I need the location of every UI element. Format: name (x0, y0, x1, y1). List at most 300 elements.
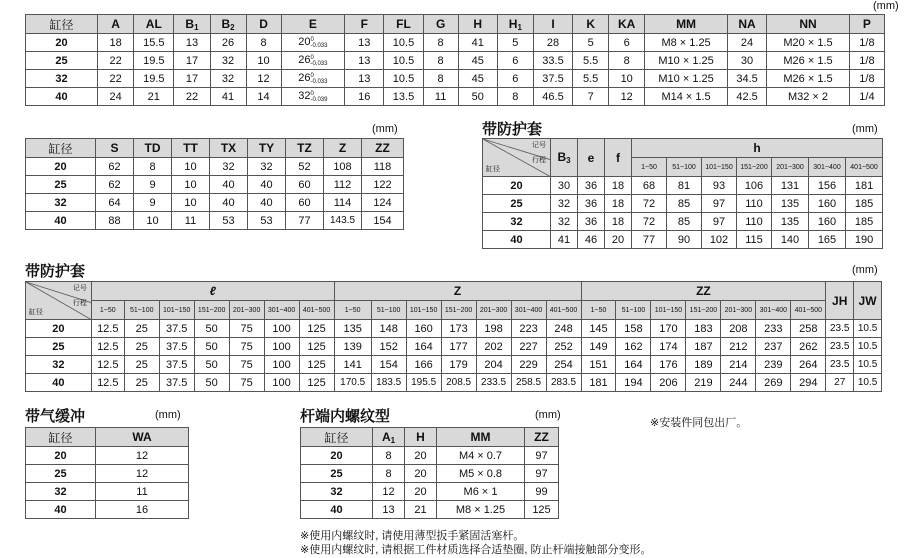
table-cell: 10 (134, 212, 172, 230)
column-group-header: ℓ (91, 282, 334, 301)
column-header: ZZ (525, 428, 559, 447)
table-cell: 13 (345, 70, 384, 88)
corner-cell (483, 139, 551, 177)
column-header: e (578, 139, 605, 177)
table-row (26, 176, 404, 194)
bore-size: 20 (26, 447, 96, 465)
table-row (26, 158, 404, 176)
table-cell: 195.5 (406, 374, 441, 392)
table-cell: 40 (210, 176, 248, 194)
table-row (301, 501, 559, 519)
table-cell: 1/8 (849, 52, 884, 70)
female-thread-table-title: 杆端内螺纹型 (300, 408, 391, 425)
stroke-range: 101~150 (159, 301, 194, 320)
column-header: I (533, 15, 572, 34)
table-cell: 229 (511, 356, 546, 374)
table-cell: 19.5 (134, 70, 174, 88)
boot-table-1-title: 带防护套 (482, 121, 543, 138)
table-row (26, 88, 885, 106)
table-cell: 164 (616, 356, 651, 374)
table-cell: 160 (809, 213, 846, 231)
table-row (483, 213, 883, 231)
table-cell: 30 (551, 177, 578, 195)
table-cell: M5 × 0.8 (437, 465, 525, 483)
table-cell: 156 (809, 177, 846, 195)
table-cell: 32 (551, 213, 578, 231)
table-cell: M8 × 1.25 (437, 501, 525, 519)
table-cell: 125 (299, 356, 334, 374)
bore-size: 40 (301, 501, 373, 519)
bore-size: 32 (26, 70, 98, 88)
table-cell (281, 52, 345, 70)
table-cell: 62 (96, 176, 134, 194)
tolerance-lower: -0.039 (310, 96, 328, 103)
table-cell: 11 (172, 212, 210, 230)
table-cell: 50 (194, 356, 229, 374)
table-cell: 10.5 (384, 52, 423, 70)
table-cell: 10.5 (854, 320, 882, 338)
header-subscript: 2 (230, 22, 235, 32)
stroke-range: 401~500 (791, 301, 826, 320)
header-subscript: 1 (390, 435, 396, 445)
table-cell: 20 (405, 465, 437, 483)
corner-label-mid: 行程 (72, 299, 87, 307)
stroke-range: 101~150 (651, 301, 686, 320)
header-row (483, 139, 883, 158)
table-row (26, 320, 882, 338)
table-cell: 11 (423, 88, 458, 106)
table-cell: 227 (511, 338, 546, 356)
stroke-range: 301~400 (756, 301, 791, 320)
table-cell: 269 (756, 374, 791, 392)
stroke-range: 51~100 (124, 301, 159, 320)
column-group-header: JH (826, 282, 854, 320)
table-cell: 37.5 (159, 320, 194, 338)
table-row (26, 374, 882, 392)
table-cell: 223 (511, 320, 546, 338)
table-cell: 21 (405, 501, 437, 519)
table-cell: 135 (772, 213, 809, 231)
unit-label-main: (mm) (873, 0, 899, 12)
column-header (551, 139, 578, 177)
column-header: H (458, 15, 497, 34)
column-header: D (246, 15, 281, 34)
table-cell: 106 (737, 177, 772, 195)
table-cell: 12 (373, 483, 405, 501)
column-group-header: JW (854, 282, 882, 320)
table-cell (281, 88, 345, 106)
table-row (26, 52, 885, 70)
stroke-range: 1~50 (91, 301, 124, 320)
table-cell: 18 (605, 195, 632, 213)
table-cell: 177 (441, 338, 476, 356)
bore-size: 32 (26, 356, 92, 374)
table-cell: 28 (533, 34, 572, 52)
table-row (26, 34, 885, 52)
table-cell: 97 (525, 465, 559, 483)
stroke-range: 401~500 (846, 158, 883, 177)
footnote-1: ※使用内螺纹时, 请使用薄型扳手紧固活塞杆。 (300, 530, 525, 542)
table-cell: 75 (229, 320, 264, 338)
stroke-range: 401~500 (299, 301, 334, 320)
table-cell: 100 (264, 338, 299, 356)
header-letter: B (221, 16, 231, 31)
table-cell: 34.5 (727, 70, 766, 88)
table-cell: 148 (371, 320, 406, 338)
table-cell: 77 (632, 231, 667, 249)
table-cell: 72 (632, 213, 667, 231)
column-header: H (405, 428, 437, 447)
table-cell: 294 (791, 374, 826, 392)
column-header: h (632, 139, 883, 158)
column-header: NN (767, 15, 850, 34)
table-cell: 18 (605, 177, 632, 195)
column-header: TX (210, 139, 248, 158)
table-row (26, 70, 885, 88)
table-row (483, 195, 883, 213)
unit-label-boot1: (mm) (852, 123, 878, 135)
table-cell: 112 (324, 176, 362, 194)
table-cell: 118 (362, 158, 404, 176)
table-cell: 22 (174, 88, 210, 106)
table-cell: 125 (525, 501, 559, 519)
table-cell: 37.5 (159, 356, 194, 374)
table-cell: 6 (497, 70, 533, 88)
table-cell: 13 (345, 34, 384, 52)
table-cell: 40 (248, 176, 286, 194)
side-note: ※安装件同包出厂。 (650, 417, 748, 429)
table-cell: 60 (286, 194, 324, 212)
table-cell: 10.5 (384, 70, 423, 88)
column-header: NA (727, 15, 766, 34)
table-cell: 37.5 (533, 70, 572, 88)
table-cell: 11 (96, 483, 189, 501)
bore-size: 40 (26, 88, 98, 106)
table-row (26, 194, 404, 212)
e-value: 20 (298, 36, 311, 49)
table-cell: 179 (441, 356, 476, 374)
column-header: 缸径 (26, 428, 96, 447)
table-cell: 219 (686, 374, 721, 392)
stroke-range: 151~200 (737, 158, 772, 177)
table-cell: 62 (96, 158, 134, 176)
table-cell: 202 (476, 338, 511, 356)
table-cell: M20 × 1.5 (767, 34, 850, 52)
e-tolerance (310, 55, 327, 67)
footnote-2: ※使用内螺纹时, 请根据工件材质选择合适垫圈, 防止杆端接触部分变形。 (300, 544, 652, 556)
table-cell: 17 (174, 70, 210, 88)
table-cell: 124 (362, 194, 404, 212)
table-cell: 18 (605, 213, 632, 231)
table-cell: 100 (264, 320, 299, 338)
table-cell: 85 (667, 195, 702, 213)
column-header: MM (645, 15, 728, 34)
table-cell: 75 (229, 374, 264, 392)
boot-table-2 (25, 281, 882, 392)
stroke-range: 201~300 (476, 301, 511, 320)
column-header: KA (609, 15, 645, 34)
table-cell: 233.5 (476, 374, 511, 392)
bore-size: 20 (26, 34, 98, 52)
table-cell: 50 (194, 338, 229, 356)
table-cell: 160 (406, 320, 441, 338)
table-cell: 131 (772, 177, 809, 195)
table-cell: 10 (609, 70, 645, 88)
table-cell: 40 (248, 194, 286, 212)
tolerance-upper: 0 (310, 90, 314, 97)
table-cell: 75 (229, 356, 264, 374)
column-header (210, 15, 246, 34)
table-cell: 25 (124, 338, 159, 356)
table-row (483, 177, 883, 195)
table-cell: 42.5 (727, 88, 766, 106)
column-group-header: Z (334, 282, 581, 301)
table-cell: 239 (756, 356, 791, 374)
table-cell: 190 (846, 231, 883, 249)
table-row (26, 483, 189, 501)
table-cell: 12.5 (91, 320, 124, 338)
e-value: 32 (298, 90, 311, 103)
table-cell: 18 (98, 34, 134, 52)
header-subscript: 1 (194, 22, 199, 32)
table-cell: M8 × 1.25 (645, 34, 728, 52)
table-cell: 12 (246, 70, 281, 88)
table-cell: 46 (578, 231, 605, 249)
table-cell: 22 (98, 52, 134, 70)
table-cell: 10 (246, 52, 281, 70)
stroke-range: 201~300 (721, 301, 756, 320)
table-cell: 21 (134, 88, 174, 106)
table-cell: 13 (345, 52, 384, 70)
stroke-range: 101~150 (406, 301, 441, 320)
corner-label-top: 记号 (72, 285, 87, 292)
table-cell: M10 × 1.25 (645, 70, 728, 88)
table-cell: M26 × 1.5 (767, 52, 850, 70)
unit-label-boot2: (mm) (852, 264, 878, 276)
column-header: A (98, 15, 134, 34)
table-cell: M6 × 1 (437, 483, 525, 501)
table-cell: 60 (286, 176, 324, 194)
table-cell: 10 (172, 158, 210, 176)
bore-size: 25 (301, 465, 373, 483)
bore-size: 25 (26, 176, 96, 194)
table-cell: 135 (334, 320, 371, 338)
table-cell: 8 (423, 34, 458, 52)
table-cell: 143.5 (324, 212, 362, 230)
table-cell: 100 (264, 374, 299, 392)
table-cell: 12 (96, 447, 189, 465)
stroke-range: 151~200 (194, 301, 229, 320)
table-cell: 140 (772, 231, 809, 249)
table-cell: 162 (616, 338, 651, 356)
stroke-range: 1~50 (581, 301, 616, 320)
table-cell: 5.5 (573, 52, 609, 70)
bore-size: 32 (301, 483, 373, 501)
table-cell: 46.5 (533, 88, 572, 106)
corner-label-mid: 行程 (532, 156, 546, 164)
cushion-table-title: 带气缓冲 (25, 408, 86, 425)
table-cell: 152 (371, 338, 406, 356)
table-cell: 8 (373, 447, 405, 465)
table-cell: 19.5 (134, 52, 174, 70)
table-cell: 33.5 (533, 52, 572, 70)
stroke-range: 51~100 (667, 158, 702, 177)
column-header: 缸径 (301, 428, 373, 447)
table-row (26, 465, 189, 483)
table-row (301, 465, 559, 483)
table-cell: M26 × 1.5 (767, 70, 850, 88)
table-cell: 181 (846, 177, 883, 195)
column-header: TD (134, 139, 172, 158)
table-cell: 173 (441, 320, 476, 338)
bore-size: 40 (483, 231, 551, 249)
table-cell: 32 (551, 195, 578, 213)
table-cell (281, 34, 345, 52)
bore-size: 40 (26, 501, 96, 519)
table-cell: 1/8 (849, 70, 884, 88)
table-cell: 97 (702, 213, 737, 231)
table-cell: 264 (791, 356, 826, 374)
tolerance-lower: -0.033 (310, 42, 328, 49)
column-header: WA (96, 428, 189, 447)
table-cell: 1/8 (849, 34, 884, 52)
table-cell: 13 (174, 34, 210, 52)
table-cell: 158 (616, 320, 651, 338)
header-letter: A (381, 429, 391, 444)
table-cell: 100 (264, 356, 299, 374)
table-row (26, 338, 882, 356)
table-cell: 8 (609, 52, 645, 70)
table-cell: 37.5 (159, 374, 194, 392)
column-header: K (573, 15, 609, 34)
table-row (26, 447, 189, 465)
table-cell: M10 × 1.25 (645, 52, 728, 70)
table-cell: 8 (497, 88, 533, 106)
column-header: E (281, 15, 345, 34)
table-cell: 25 (124, 374, 159, 392)
column-header: MM (437, 428, 525, 447)
bore-size: 25 (483, 195, 551, 213)
table-cell: 25 (124, 320, 159, 338)
column-header: f (605, 139, 632, 177)
column-header (497, 15, 533, 34)
table-cell: 12.5 (91, 356, 124, 374)
table-cell: 12.5 (91, 374, 124, 392)
stroke-range: 51~100 (616, 301, 651, 320)
table-cell: 75 (229, 338, 264, 356)
table-cell: 12.5 (91, 338, 124, 356)
table-cell: 248 (546, 320, 581, 338)
table-cell: 64 (96, 194, 134, 212)
table-cell: 8 (423, 70, 458, 88)
table-cell: 8 (373, 465, 405, 483)
table-cell: 14 (246, 88, 281, 106)
table-cell: 20 (405, 483, 437, 501)
table-cell: 145 (581, 320, 616, 338)
stroke-range: 201~300 (229, 301, 264, 320)
stroke-range: 151~200 (686, 301, 721, 320)
column-header: FL (384, 15, 423, 34)
table-cell: 13 (373, 501, 405, 519)
table-cell: 122 (362, 176, 404, 194)
table-cell: 53 (248, 212, 286, 230)
table-cell: 17 (174, 52, 210, 70)
table-row (26, 501, 189, 519)
table-cell: 10.5 (854, 374, 882, 392)
table-cell: 50 (458, 88, 497, 106)
table-cell: 32 (210, 52, 246, 70)
bore-size: 20 (26, 158, 96, 176)
table-cell: 164 (406, 338, 441, 356)
table-cell: 23.5 (826, 356, 854, 374)
table-cell: 258.5 (511, 374, 546, 392)
stroke-range: 401~500 (546, 301, 581, 320)
table-cell: 176 (651, 356, 686, 374)
column-header: 缸径 (26, 139, 96, 158)
table-cell: 30 (727, 52, 766, 70)
table-cell: 77 (286, 212, 324, 230)
table-cell: 24 (727, 34, 766, 52)
header-row (26, 301, 882, 320)
table-cell: 36 (578, 195, 605, 213)
column-header: Z (324, 139, 362, 158)
table-cell: 5 (497, 34, 533, 52)
boot-table-2-title: 带防护套 (25, 263, 86, 280)
table-cell: 139 (334, 338, 371, 356)
table-row (26, 356, 882, 374)
table-cell: 8 (246, 34, 281, 52)
bore-size: 32 (26, 483, 96, 501)
table-cell: 114 (324, 194, 362, 212)
female-thread-table (300, 427, 559, 519)
table-cell: 9 (134, 194, 172, 212)
table-cell: 183 (686, 320, 721, 338)
header-subscript: 3 (566, 156, 571, 165)
e-tolerance (310, 37, 327, 49)
table-cell: 125 (299, 374, 334, 392)
header-row (26, 428, 189, 447)
table-cell: 99 (525, 483, 559, 501)
table-cell: 85 (667, 213, 702, 231)
tolerance-upper: 0 (310, 36, 314, 43)
table-cell (281, 70, 345, 88)
table-cell: 20 (605, 231, 632, 249)
table-cell: 16 (345, 88, 384, 106)
table-cell: 68 (632, 177, 667, 195)
table-cell: 37.5 (159, 338, 194, 356)
table-cell: 10 (172, 194, 210, 212)
table-cell: 41 (551, 231, 578, 249)
table-cell: 185 (846, 195, 883, 213)
table-cell: 13.5 (384, 88, 423, 106)
stroke-range: 301~400 (809, 158, 846, 177)
table-cell: 125 (299, 320, 334, 338)
table-cell: 6 (609, 34, 645, 52)
table-cell: 45 (458, 70, 497, 88)
table-cell: 189 (686, 356, 721, 374)
bore-size: 40 (26, 374, 92, 392)
table-cell: 10.5 (854, 338, 882, 356)
bore-size: 32 (483, 213, 551, 231)
corner-label-top: 记号 (532, 142, 546, 149)
table-cell: 24 (98, 88, 134, 106)
corner-label-bottom: 缸径 (29, 309, 43, 316)
table-row (26, 212, 404, 230)
table-cell: 170.5 (334, 374, 371, 392)
table-cell: 214 (721, 356, 756, 374)
table-cell: 52 (286, 158, 324, 176)
table-cell: M32 × 2 (767, 88, 850, 106)
